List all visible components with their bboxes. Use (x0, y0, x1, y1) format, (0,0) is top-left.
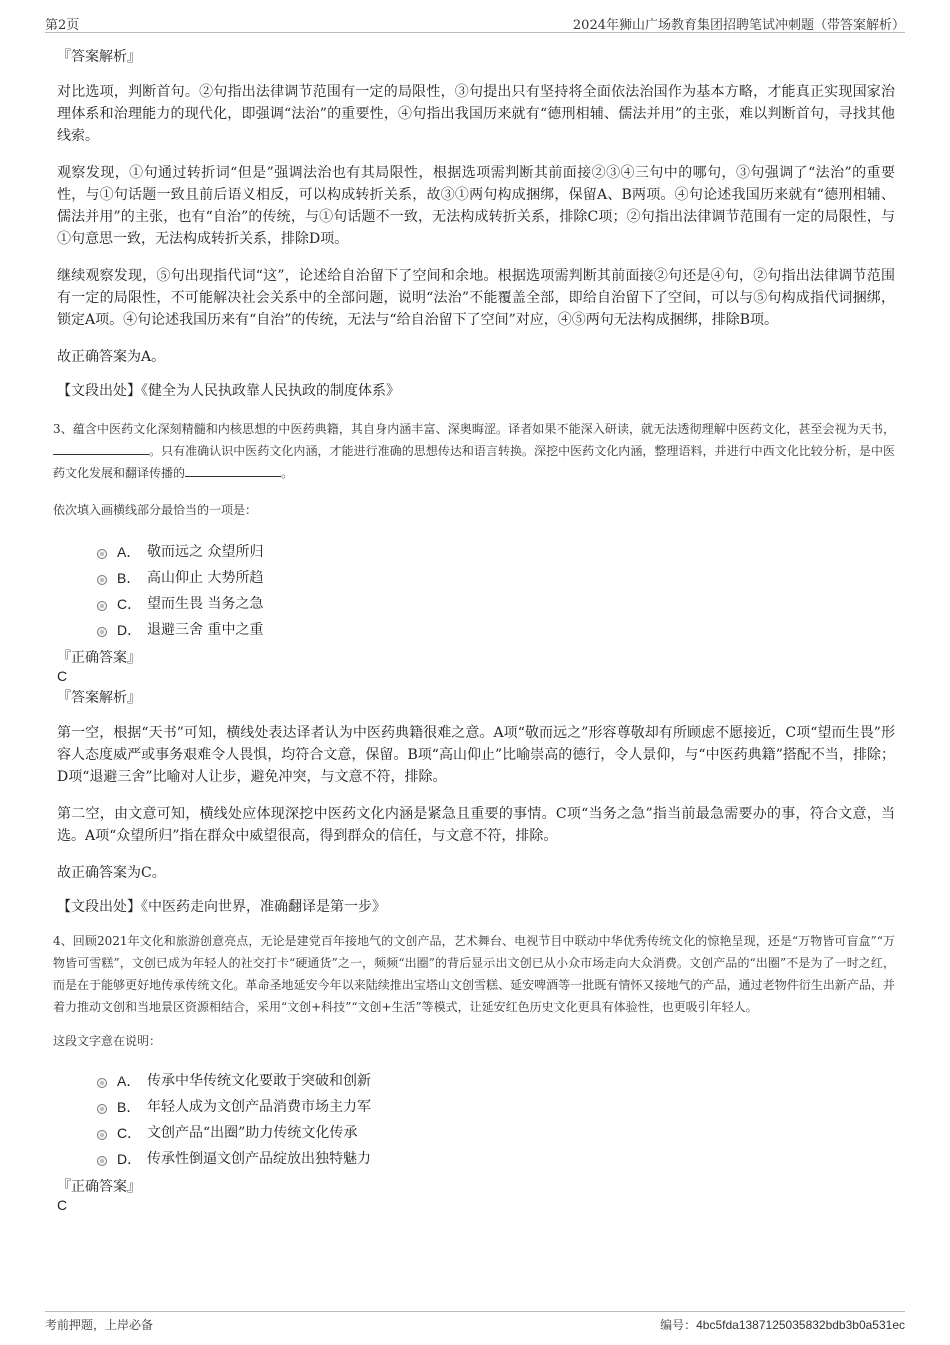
q3-blank-2 (185, 464, 281, 477)
q3-analysis-label: 『答案解析』 (57, 690, 141, 706)
q2-analysis-label: 『答案解析』 (57, 49, 141, 65)
footer-code-value: 4bc5fda1387125035832bdb3b0a531ec (696, 1318, 905, 1332)
q4-correct-answer: C (57, 1197, 68, 1213)
q3-prompt: 依次填入画横线部分最恰当的一项是： (53, 503, 258, 517)
q3-stem: 3、蕴含中医药文化深刻精髓和内核思想的中医药典籍，其自身内涵丰富、深奥晦涩。译者如果不能深入研读，就无法透彻理解中医药文化，甚至会视为天书，。只有准确认识中医药文化内涵，才能进行准确的思想传达和语言转换。深挖中医药文化内涵，整理语料，并进行中西文化比较分析，是中医药文化发展和翻译传播的 。 (53, 422, 895, 480)
q2-analysis-p3: 继续观察发现，⑤句出现指代词“这”，论述给自治留下了空间和余地。根据选项需判断其前面接②句还是④句，②句指出法律调节范围有一定的局限性，不可能解决社会关系中的全部问题，说明“法治”不能覆盖全部，即给自治留下了空间，可以与⑤句构成指代词捆绑，锁定A项。④句论述我国历来有“自治”的传统，无法与“给自治留下了空间”对应，④⑤两句无法构成捆绑，排除B项。 (57, 268, 895, 328)
page-number: 第2页 (45, 18, 80, 33)
q2-analysis-p2: 观察发现，①句通过转折词“但是”强调法治也有其局限性，根据选项需判断其前面接②③④三句中的哪句，③句强调了“法治”的重要性，与①句话题一致且前后语义相反，可以构成转折关系，故③①两句构成捆绑，保留A、B两项。④句论述我国历来就有“德刑相辅、儒法并用”的主张，也有“自治”的传统，与①句话题不一致，无法构成转折关系，排除C项；②句指出法律调节范围有一定的局限性，与①句意思一致，无法构成转折关系，排除D项。 (57, 165, 895, 247)
radio-icon[interactable] (97, 1130, 107, 1140)
radio-icon[interactable] (97, 627, 107, 637)
radio-icon[interactable] (97, 601, 107, 611)
q4-prompt: 这段文字意在说明： (53, 1034, 162, 1048)
document-title: 2024年狮山广场教育集团招聘笔试冲刺题（带答案解析） (572, 18, 905, 33)
q3-analysis-p1: 第一空，根据“天书”可知，横线处表达译者认为中医药典籍很难之意。A项“敬而远之”形容尊敬却有所顾虑不愿接近，C项“望而生畏”形容人态度威严或事务艰难令人畏惧，均符合文意，保留。B项“高山仰止”比喻崇高的德行，令人景仰，与“中医药典籍”搭配不当，排除；D项“退避三舍”比喻对人让步，避免冲突，与文意不符，排除。 (57, 725, 895, 785)
q4-stem: 4、回顾2021年文化和旅游创意亮点，无论是建党百年接地气的文创产品，艺术舞台、电视节目中联动中华优秀传统文化的惊艳呈现，还是“万物皆可盲盒”“万物皆可雪糕”，文创已成为年轻人的社交打卡“硬通货”之一，频频“出圈”的背后显示出文创已从小众市场走向大众消费。文创产品的“出圈”不是为了一时之红，而是在于能够更好地传承传统文化。革命圣地延安今年以来陆续推出宝塔山文创雪糕、延安啤酒等一批既有情怀又接地气的产品，通过老物件衍生出新产品，并着力推动文创和当地景区资源相结合，采用“文创+科技”“文创+生活”等模式，让延安红色历史文化更具有体验性，也更吸引年轻人。 (53, 934, 895, 1014)
page-content (53, 48, 895, 1214)
q4-option-c[interactable]: C． 文创产品“出圈”助力传统文化传承 (97, 1120, 895, 1146)
q3-blank-1 (53, 442, 149, 455)
q2-source: 【文段出处】《健全为人民执政靠人民执政的制度体系》 (57, 383, 400, 399)
q4-correct-label: 『正确答案』 (57, 1179, 141, 1195)
q3-analysis-p2: 第二空，由文意可知，横线处应体现深挖中医药文化内涵是紧急且重要的事情。C项“当务之急”指当前最急需要办的事，符合文意，当选。A项“众望所归”指在群众中威望很高，得到群众的信任，与文意不符，排除。 (57, 806, 895, 844)
q3-option-d[interactable]: D． 退避三舍 重中之重 (97, 617, 895, 643)
q3-conclusion: 故正确答案为C。 (57, 865, 166, 881)
q3-option-c[interactable]: C． 望而生畏 当务之急 (97, 591, 895, 617)
q4-options (97, 1068, 895, 1172)
radio-icon[interactable] (97, 549, 107, 559)
q3-option-b[interactable]: B． 高山仰止 大势所趋 (97, 565, 895, 591)
q3-source: 【文段出处】《中医药走向世界，准确翻译是第一步》 (57, 899, 386, 915)
q4-option-a[interactable]: A． 传承中华传统文化要敢于突破和创新 (97, 1068, 895, 1094)
radio-icon[interactable] (97, 1078, 107, 1088)
radio-icon[interactable] (97, 1156, 107, 1166)
page-header (45, 12, 905, 33)
q3-options (97, 539, 895, 643)
page-footer (45, 1311, 905, 1334)
footer-slogan: 考前押题，上岸必备 (45, 1318, 154, 1332)
q2-conclusion: 故正确答案为A。 (57, 349, 166, 365)
q3-option-a[interactable]: A． 敬而远之 众望所归 (97, 539, 895, 565)
q3-correct-answer: C (57, 668, 68, 684)
footer-code-label: 编号： (660, 1318, 697, 1332)
q4-option-d[interactable]: D． 传承性倒逼文创产品绽放出独特魅力 (97, 1146, 895, 1172)
radio-icon[interactable] (97, 575, 107, 585)
q4-option-b[interactable]: B． 年轻人成为文创产品消费市场主力军 (97, 1094, 895, 1120)
q2-analysis-p1: 对比选项，判断首句。②句指出法律调节范围有一定的局限性，③句提出只有坚持将全面依法治国作为基本方略，才能真正实现国家治理体系和治理能力的现代化，即强调“法治”的重要性，④句指出我国历来就有“德刑相辅、儒法并用”的主张，难以判断首句，寻找其他线索。 (57, 84, 895, 144)
radio-icon[interactable] (97, 1104, 107, 1114)
q3-correct-label: 『正确答案』 (57, 650, 141, 666)
footer-code (660, 1316, 905, 1333)
